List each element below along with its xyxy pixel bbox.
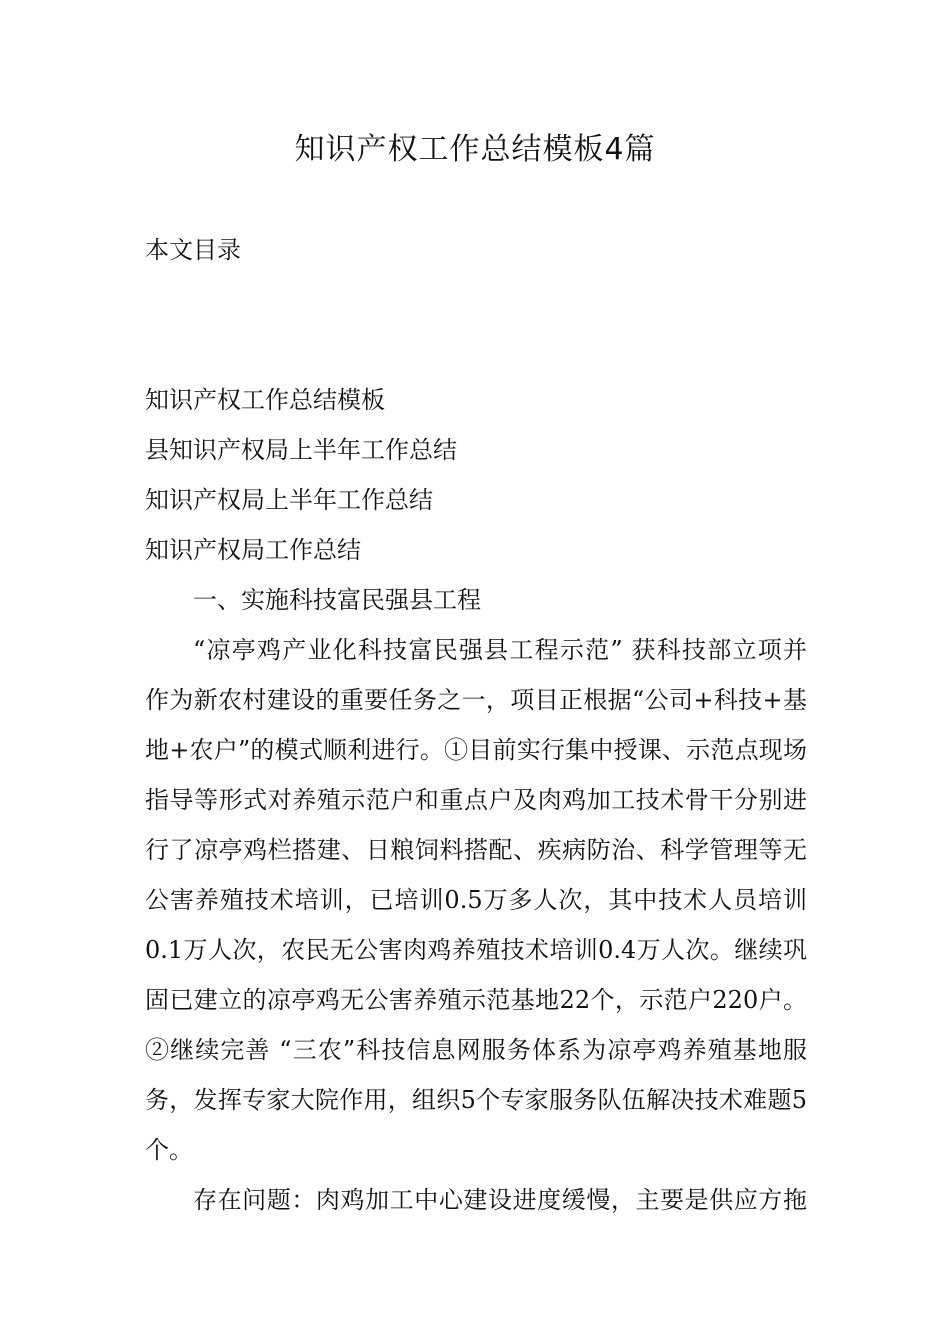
paragraph-line: 指导等形式对养殖示范户和重点户及肉鸡加工技术骨干分别进: [145, 786, 807, 814]
toc-item-4[interactable]: 知识产权局工作总结: [145, 536, 361, 564]
paragraph-line: 0.1万人次，农民无公害肉鸡养殖技术培训0.4万人次。继续巩: [145, 936, 807, 964]
toc-item-3[interactable]: 知识产权局上半年工作总结: [145, 486, 433, 514]
toc-heading: 本文目录: [145, 236, 241, 264]
paragraph-line: 固已建立的凉亭鸡无公害养殖示范基地22个，示范户220户。: [145, 986, 807, 1014]
paragraph-line: ②继续完善 “三农”科技信息网服务体系为凉亭鸡养殖基地服: [145, 1036, 807, 1064]
paragraph-line: 个。: [145, 1136, 193, 1164]
paragraph-line: “凉亭鸡产业化科技富民强县工程示范” 获科技部立项并: [193, 636, 807, 664]
paragraph-line: 存在问题：肉鸡加工中心建设进度缓慢，主要是供应方拖: [193, 1186, 807, 1214]
toc-item-2[interactable]: 县知识产权局上半年工作总结: [145, 436, 457, 464]
paragraph-line: 公害养殖技术培训，已培训0.5万多人次，其中技术人员培训: [145, 886, 807, 914]
paragraph-line: 作为新农村建设的重要任务之一，项目正根据“公司+科技+基: [145, 686, 807, 714]
document-title: 知识产权工作总结模板4篇: [294, 132, 656, 167]
paragraph-line: 地+农户”的模式顺利进行。①目前实行集中授课、示范点现场: [145, 736, 807, 764]
section-heading: 一、实施科技富民强县工程: [193, 586, 481, 614]
toc-item-1[interactable]: 知识产权工作总结模板: [145, 386, 385, 414]
paragraph-line: 务，发挥专家大院作用，组织5个专家服务队伍解决技术难题5: [145, 1086, 807, 1114]
paragraph-line: 行了凉亭鸡栏搭建、日粮饲料搭配、疾病防治、科学管理等无: [145, 836, 807, 864]
